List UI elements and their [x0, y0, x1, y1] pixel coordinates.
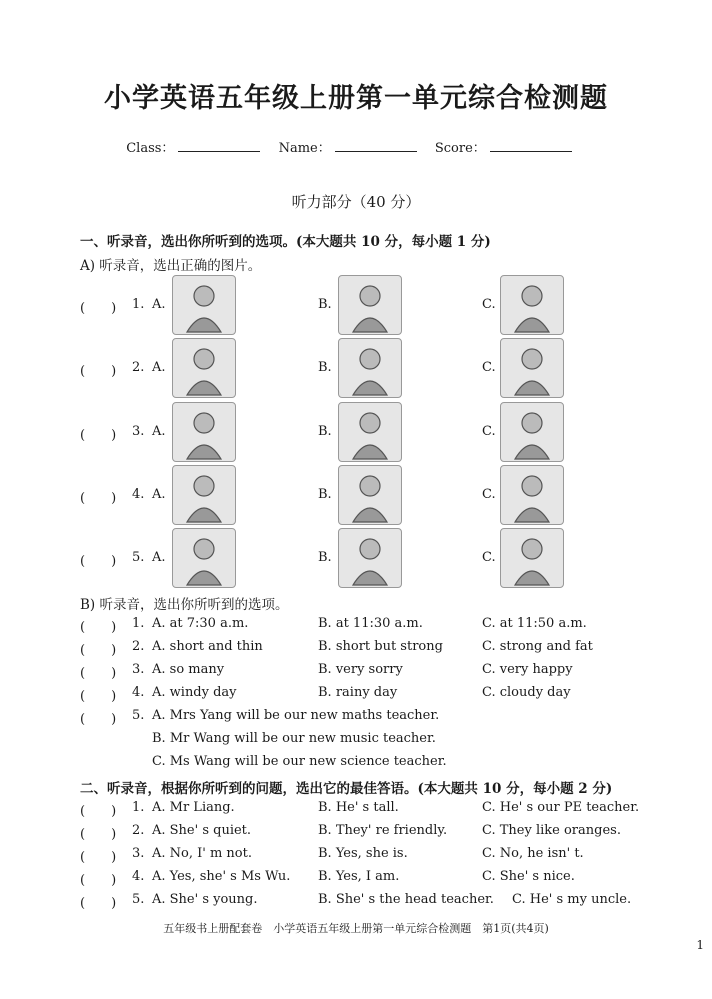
answer-paren[interactable]: ( )	[80, 301, 117, 316]
part1-sub-a: A) 听录音，选出正确的图片。	[80, 258, 262, 274]
question-b2	[80, 639, 680, 659]
answer-paren[interactable]: ( )	[80, 896, 117, 911]
children-playing-icon[interactable]	[172, 465, 236, 525]
question-b1	[80, 616, 680, 636]
option-b: B. He' s tall.	[318, 800, 399, 815]
sad-boy-icon[interactable]	[338, 465, 402, 525]
question-number: 5.	[132, 550, 145, 565]
question-number: 4.	[132, 869, 145, 884]
option-b: B. at 11:30 a.m.	[318, 616, 423, 631]
question-number: 5.	[132, 892, 145, 907]
answer-paren[interactable]: ( )	[80, 491, 117, 506]
question-2-2	[80, 823, 680, 843]
name-label: Name：	[278, 141, 331, 156]
question-number: 2.	[132, 360, 145, 375]
question-number: 4.	[132, 487, 145, 502]
boy-reading-icon[interactable]	[172, 275, 236, 335]
option-a: A. so many	[152, 662, 225, 677]
answer-paren[interactable]: ( )	[80, 850, 117, 865]
answer-paren[interactable]: ( )	[80, 364, 117, 379]
option-c: C. They like oranges.	[482, 823, 621, 838]
chinese-teacher-icon[interactable]	[172, 402, 236, 462]
option-label: A.	[152, 360, 166, 375]
option-b: B. Mr Wang will be our new music teacher.	[152, 731, 436, 746]
option-label: B.	[318, 487, 332, 502]
question-2-4	[80, 869, 680, 889]
option-label: B.	[318, 424, 332, 439]
answer-paren[interactable]: ( )	[80, 643, 117, 658]
old-woman-icon[interactable]	[500, 338, 564, 398]
option-c: C. He' s my uncle.	[512, 892, 632, 907]
question-number: 1.	[132, 297, 145, 312]
page-footer: 五年级书上册配套卷 小学英语五年级上册第一单元综合检测题 第1页(共4页)	[163, 922, 549, 935]
answer-paren[interactable]: ( )	[80, 712, 117, 727]
man-with-glasses-icon[interactable]	[338, 338, 402, 398]
question-2-1	[80, 800, 680, 820]
option-c: C. at 11:50 a.m.	[482, 616, 587, 631]
answer-paren[interactable]: ( )	[80, 873, 117, 888]
boy-at-desk-icon[interactable]	[500, 528, 564, 588]
option-label: A.	[152, 424, 166, 439]
option-b: B. rainy day	[318, 685, 398, 700]
answer-paren[interactable]: ( )	[80, 689, 117, 704]
question-number: 1.	[132, 800, 145, 815]
option-label: A.	[152, 487, 166, 502]
question-b3	[80, 662, 680, 682]
woman-teacher-icon[interactable]	[338, 275, 402, 335]
option-a: A. Yes, she' s Ms Wu.	[152, 869, 291, 884]
option-label: C.	[482, 297, 496, 312]
question-2-3	[80, 846, 680, 866]
question-b5	[80, 708, 680, 728]
group-of-people-icon[interactable]	[500, 465, 564, 525]
question-number: 2.	[132, 823, 145, 838]
option-c: C. strong and fat	[482, 639, 593, 654]
option-a: A. short and thin	[152, 639, 263, 654]
teacher-blackboard-icon[interactable]	[338, 402, 402, 462]
option-b: B. Yes, I am.	[318, 869, 400, 884]
student-info-line	[0, 137, 712, 156]
question-b5-option-c	[80, 754, 680, 774]
question-b5-option-b	[80, 731, 680, 751]
option-c: C. He' s our PE teacher.	[482, 800, 640, 815]
option-label: C.	[482, 360, 496, 375]
option-b: B. Yes, she is.	[318, 846, 408, 861]
option-c: C. very happy	[482, 662, 573, 677]
question-number: 4.	[132, 685, 145, 700]
answer-paren[interactable]: ( )	[80, 554, 117, 569]
answer-paren[interactable]: ( )	[80, 620, 117, 635]
page-title: 小学英语五年级上册第一单元综合检测题	[104, 83, 608, 114]
option-label: B.	[318, 297, 332, 312]
option-c: C. Ms Wang will be our new science teacher.	[152, 754, 447, 769]
question-number: 3.	[132, 846, 145, 861]
part1-sub-b: B) 听录音，选出你所听到的选项。	[80, 597, 289, 613]
section-title: 听力部分（40 分）	[291, 193, 421, 211]
baby-icon[interactable]	[172, 338, 236, 398]
option-label: C.	[482, 424, 496, 439]
option-c: C. She' s nice.	[482, 869, 575, 884]
class-blank[interactable]	[178, 139, 260, 152]
option-c: C. cloudy day	[482, 685, 571, 700]
teacher-with-kids-icon[interactable]	[500, 275, 564, 335]
option-a: A. Mr Liang.	[152, 800, 235, 815]
option-b: B. short but strong	[318, 639, 443, 654]
question-2-5	[80, 892, 680, 912]
option-a: A. at 7:30 a.m.	[152, 616, 249, 631]
answer-paren[interactable]: ( )	[80, 428, 117, 443]
question-b4	[80, 685, 680, 705]
answer-paren[interactable]: ( )	[80, 827, 117, 842]
question-number: 3.	[132, 424, 145, 439]
option-a: A. No, I' m not.	[152, 846, 252, 861]
mother-and-child-icon[interactable]	[172, 528, 236, 588]
name-blank[interactable]	[335, 139, 417, 152]
option-label: C.	[482, 550, 496, 565]
english-class-icon[interactable]	[500, 402, 564, 462]
page-number: 1	[696, 938, 704, 952]
question-number: 1.	[132, 616, 145, 631]
option-label: A.	[152, 550, 166, 565]
option-c: C. No, he isn' t.	[482, 846, 584, 861]
option-a: A. She' s quiet.	[152, 823, 252, 838]
option-label: B.	[318, 360, 332, 375]
score-blank[interactable]	[490, 139, 572, 152]
answer-paren[interactable]: ( )	[80, 666, 117, 681]
question-number: 3.	[132, 662, 145, 677]
option-b: B. They' re friendly.	[318, 823, 448, 838]
part2-heading: 二、听录音，根据你所听到的问题，选出它的最佳答语。(本大题共 10 分，每小题 2 分)	[80, 781, 613, 797]
answer-paren[interactable]: ( )	[80, 804, 117, 819]
option-a: A. windy day	[152, 685, 237, 700]
option-a: A. She' s young.	[152, 892, 258, 907]
option-label: B.	[318, 550, 332, 565]
score-label: Score：	[434, 141, 486, 156]
option-a: A. Mrs Yang will be our new maths teacher.	[152, 708, 440, 723]
option-label: C.	[482, 487, 496, 502]
question-number: 5.	[132, 708, 145, 723]
man-and-boy-icon[interactable]	[338, 528, 402, 588]
option-b: B. She' s the head teacher.	[318, 892, 494, 907]
option-label: A.	[152, 297, 166, 312]
question-number: 2.	[132, 639, 145, 654]
class-label: Class：	[126, 141, 175, 156]
part1-heading: 一、听录音，选出你所听到的选项。(本大题共 10 分，每小题 1 分)	[80, 234, 491, 250]
option-b: B. very sorry	[318, 662, 403, 677]
